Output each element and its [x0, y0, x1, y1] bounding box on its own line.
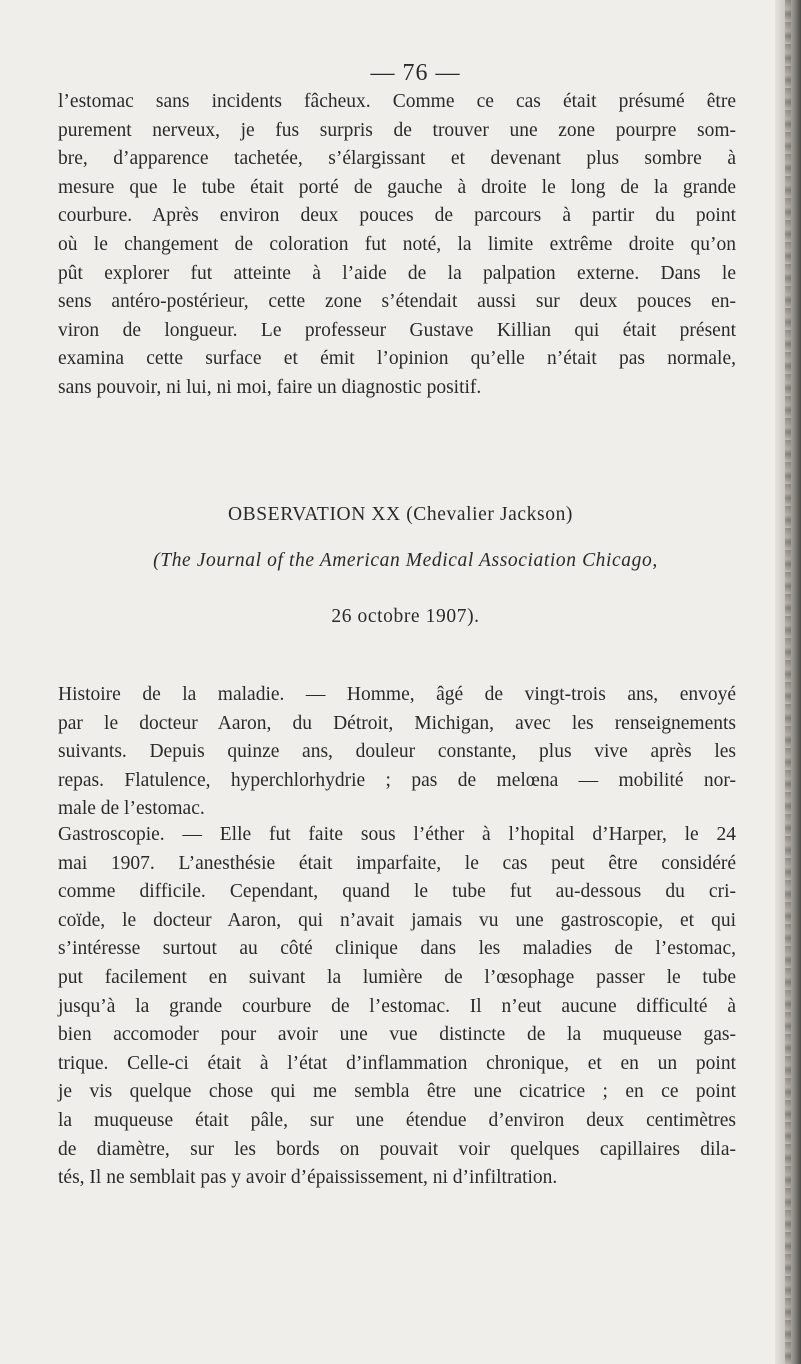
text-line: sens antéro-postérieur, cette zone s’étendait aussi sur deux pouces en-	[58, 291, 736, 313]
text-line: où le changement de coloration fut noté, la limite extrême droite qu’on	[58, 233, 736, 255]
text-line: Histoire de la maladie. — Homme, âgé de vingt-trois ans, envoyé	[58, 684, 736, 705]
text-line: tés, Il ne semblait pas y avoir d’épaississement, ni d’infiltration.	[58, 1167, 558, 1189]
text-line: pût explorer fut atteinte à l’aide de la palpation externe. Dans le	[58, 262, 736, 284]
text-line: trique. Celle-ci était à l’état d’inflammation chronique, et en un point	[58, 1052, 736, 1074]
page-edge-texture	[785, 0, 791, 1364]
text-line: la muqueuse était pâle, sur une étendue d’environ deux centimètres	[58, 1109, 736, 1131]
text-line: viron de longueur. Le professeur Gustave Killian qui était présent	[58, 319, 736, 341]
text-line: Gastroscopie. — Elle fut faite sous l’éther à l’hopital d’Harper, le 24	[58, 824, 736, 845]
text-line: s’intéresse surtout au côté clinique dans les maladies de l’estomac,	[58, 938, 736, 960]
text-line: put facilement en suivant la lumière de l’œsophage passer le tube	[58, 966, 736, 988]
text-line: courbure. Après environ deux pouces de parcours à partir du point	[58, 205, 736, 227]
text-line: repas. Flatulence, hyperchlorhydrie ; pas de melœna — mobilité nor-	[58, 769, 736, 791]
text-line: examina cette surface et émit l’opinion qu’elle n’était pas normale,	[58, 348, 736, 370]
paragraph-stomach-exam	[58, 88, 736, 403]
text-line: jusqu’à la grande courbure de l’estomac. Il n’eut aucune difficulté à	[58, 995, 736, 1017]
text-line: l’estomac sans incidents fâcheux. Comme ce cas était présumé être	[58, 91, 736, 112]
text-line: sans pouvoir, ni lui, ni moi, faire un diagnostic positif.	[58, 376, 482, 398]
text-line: comme difficile. Cependant, quand le tube fut au-dessous du cri-	[58, 881, 736, 903]
text-line: suivants. Depuis quinze ans, douleur constante, plus vive après les	[58, 741, 736, 763]
paragraph-case-history	[58, 681, 736, 824]
observation-title: OBSERVATION XX (Chevalier Jackson)	[227, 504, 574, 525]
text-line: par le docteur Aaron, du Détroit, Michigan, avec les renseignements	[58, 712, 736, 734]
text-line: mai 1907. L’anesthésie était imparfaite, le cas peut être considéré	[58, 852, 736, 874]
observation-source: (The Journal of the American Medical Association Chicago,	[153, 550, 658, 571]
page-number: — 76 —	[370, 60, 461, 86]
text-line: coïde, le docteur Aaron, qui n’avait jamais vu une gastroscopie, et qui	[58, 909, 736, 931]
text-line: mesure que le tube était porté de gauche à droite le long de la grande	[58, 176, 736, 198]
text-line: bien accomoder pour avoir une vue distincte de la muqueuse gas-	[58, 1024, 736, 1046]
text-line: de diamètre, sur les bords on pouvait voir quelques capillaires dila-	[58, 1138, 736, 1160]
text-line: purement nerveux, je fus surpris de trouver une zone pourpre som-	[58, 119, 736, 141]
observation-date: 26 octobre 1907).	[331, 606, 480, 627]
text-line: male de l’estomac.	[58, 798, 205, 820]
paragraph-gastroscopy	[58, 821, 736, 1193]
text-line: bre, d’apparence tachetée, s’élargissant et devenant plus sombre à	[58, 148, 736, 170]
text-line: je vis quelque chose qui me sembla être une cicatrice ; en ce point	[58, 1081, 736, 1103]
